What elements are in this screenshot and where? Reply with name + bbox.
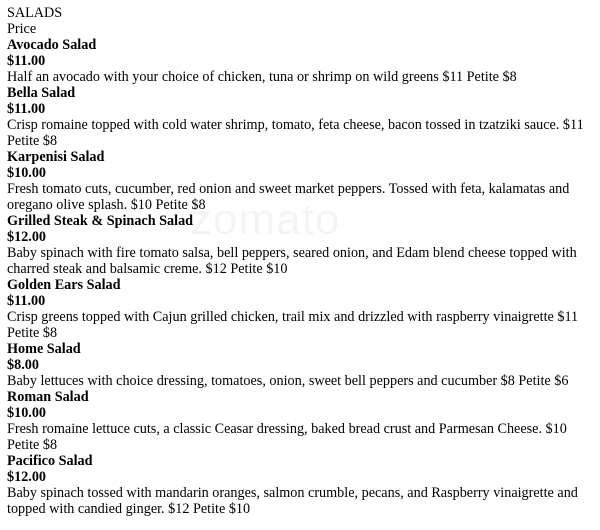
item-description: Fresh romaine lettuce cuts, a classic Ceasar dressing, baked bread crust and Parmesan Cheese. $10 Petite $8 bbox=[7, 421, 567, 453]
item-description: Crisp greens topped with Cajun grilled chicken, trail mix and drizzled with raspberry vinaigrette $11 Petite $8 bbox=[7, 309, 579, 341]
item-name: Home Salad bbox=[7, 341, 81, 357]
item-name: Pacifico Salad bbox=[7, 453, 93, 469]
item-description: Half an avocado with your choice of chicken, tuna or shrimp on wild greens $11 Petite $8 bbox=[7, 69, 517, 85]
item-name: Karpenisi Salad bbox=[7, 149, 105, 165]
item-description: Fresh tomato cuts, cucumber, red onion and sweet market peppers. Tossed with feta, kalamatas and oregano olive splash. $10 Petite $8 bbox=[7, 181, 570, 213]
menu-item bbox=[7, 37, 593, 85]
item-price: $12.00 bbox=[7, 469, 47, 485]
menu-item bbox=[7, 213, 593, 277]
menu-item bbox=[7, 453, 593, 517]
menu-item bbox=[7, 277, 593, 341]
menu-item bbox=[7, 389, 593, 453]
item-name: Bella Salad bbox=[7, 85, 76, 101]
item-name: Grilled Steak & Spinach Salad bbox=[7, 213, 194, 229]
section-title: SALADS bbox=[7, 5, 63, 21]
menu-item bbox=[7, 85, 593, 149]
item-price: $11.00 bbox=[7, 101, 46, 117]
item-name: Golden Ears Salad bbox=[7, 277, 121, 293]
menu-page bbox=[7, 5, 593, 517]
item-price: $8.00 bbox=[7, 357, 39, 373]
menu-item bbox=[7, 149, 593, 213]
item-description: Baby lettuces with choice dressing, tomatoes, onion, sweet bell peppers and cucumber $8 Petite $6 bbox=[7, 373, 569, 389]
price-header: Price bbox=[7, 21, 37, 37]
item-description: Crisp romaine topped with cold water shrimp, tomato, feta cheese, bacon tossed in tzatziki sauce. $11 Petite $8 bbox=[7, 117, 584, 149]
item-description: Baby spinach with fire tomato salsa, bell peppers, seared onion, and Edam blend cheese topped with charred steak and balsamic creme. $12 Petite $10 bbox=[7, 245, 577, 277]
item-price: $12.00 bbox=[7, 229, 47, 245]
item-name: Avocado Salad bbox=[7, 37, 97, 53]
item-price: $10.00 bbox=[7, 405, 47, 421]
item-name: Roman Salad bbox=[7, 389, 89, 405]
item-price: $11.00 bbox=[7, 293, 46, 309]
item-description: Baby spinach tossed with mandarin oranges, salmon crumble, pecans, and Raspberry vinaigrette and topped with candied ginger. $12 Petite $10 bbox=[7, 485, 578, 517]
item-price: $11.00 bbox=[7, 53, 46, 69]
menu-item bbox=[7, 341, 593, 389]
item-price: $10.00 bbox=[7, 165, 47, 181]
